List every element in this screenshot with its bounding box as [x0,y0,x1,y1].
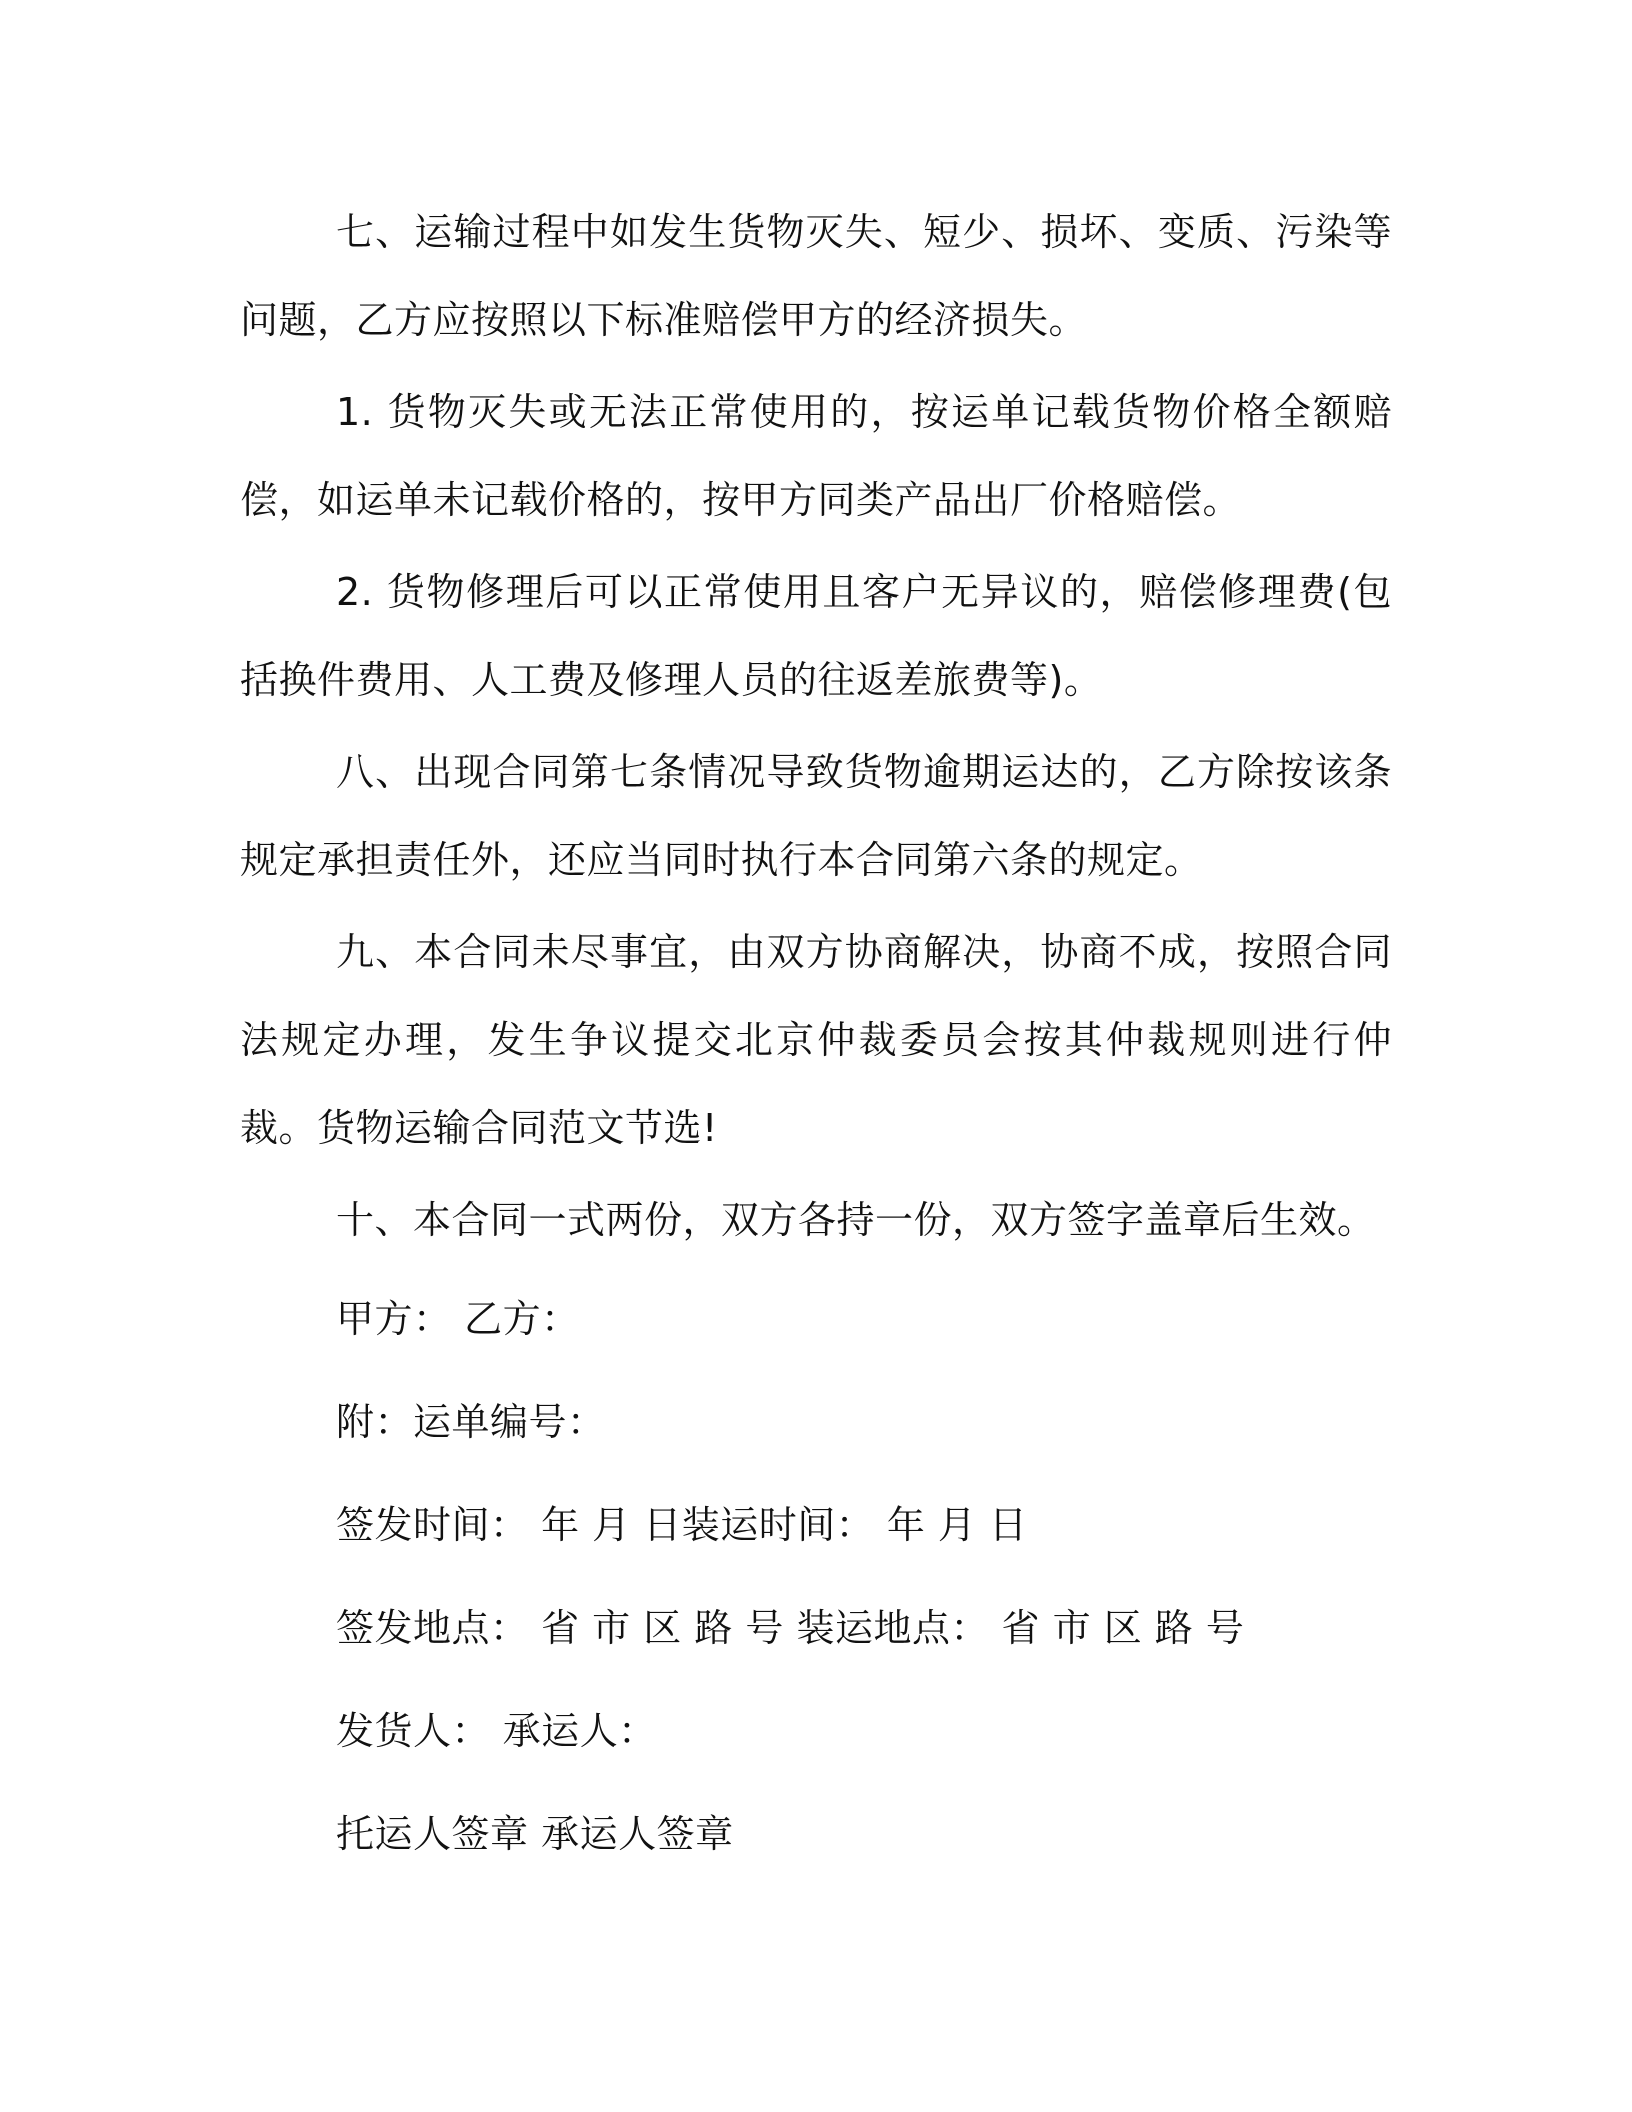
clause-7-item-1: 1. 货物灭失或无法正常使用的，按运单记载货物价格全额赔偿，如运单未记载价格的，按甲方同类产品出厂价格赔偿。 [240,390,1392,522]
clause-7-item-2: 2. 货物修理后可以正常使用且客户无异议的，赔偿修理费(包括换件费用、人工费及修理人员的往返差旅费等)。 [240,570,1392,702]
shipper-carrier-line: 发货人： 承运人： [336,1709,657,1753]
signature-stamp-line: 托运人签章 承运人签章 [336,1812,734,1856]
signature-fields [240,1268,1392,1886]
issue-load-time-line: 签发时间： 年 月 日装运时间： 年 月 日 [336,1503,1028,1547]
clause-10: 十、本合同一式两份，双方各持一份，双方签字盖章后生效。 [336,1198,1376,1242]
issue-load-place-line: 签发地点： 省 市 区 路 号 装运地点： 省 市 区 路 号 [336,1606,1245,1650]
clause-8: 八、出现合同第七条情况导致货物逾期运达的，乙方除按该条规定承担责任外，还应当同时执行本合同第六条的规定。 [240,750,1392,882]
waybill-number-line: 附：运单编号： [336,1400,606,1444]
party-a-party-b-line: 甲方： 乙方： [336,1297,580,1341]
contract-body [240,188,1392,1886]
clause-9: 九、本合同未尽事宜，由双方协商解决，协商不成，按照合同法规定办理，发生争议提交北京仲裁委员会按其仲裁规则进行仲裁。货物运输合同范文节选! [240,930,1392,1150]
clause-7: 七、运输过程中如发生货物灭失、短少、损坏、变质、污染等问题，乙方应按照以下标准赔偿甲方的经济损失。 [240,210,1392,342]
